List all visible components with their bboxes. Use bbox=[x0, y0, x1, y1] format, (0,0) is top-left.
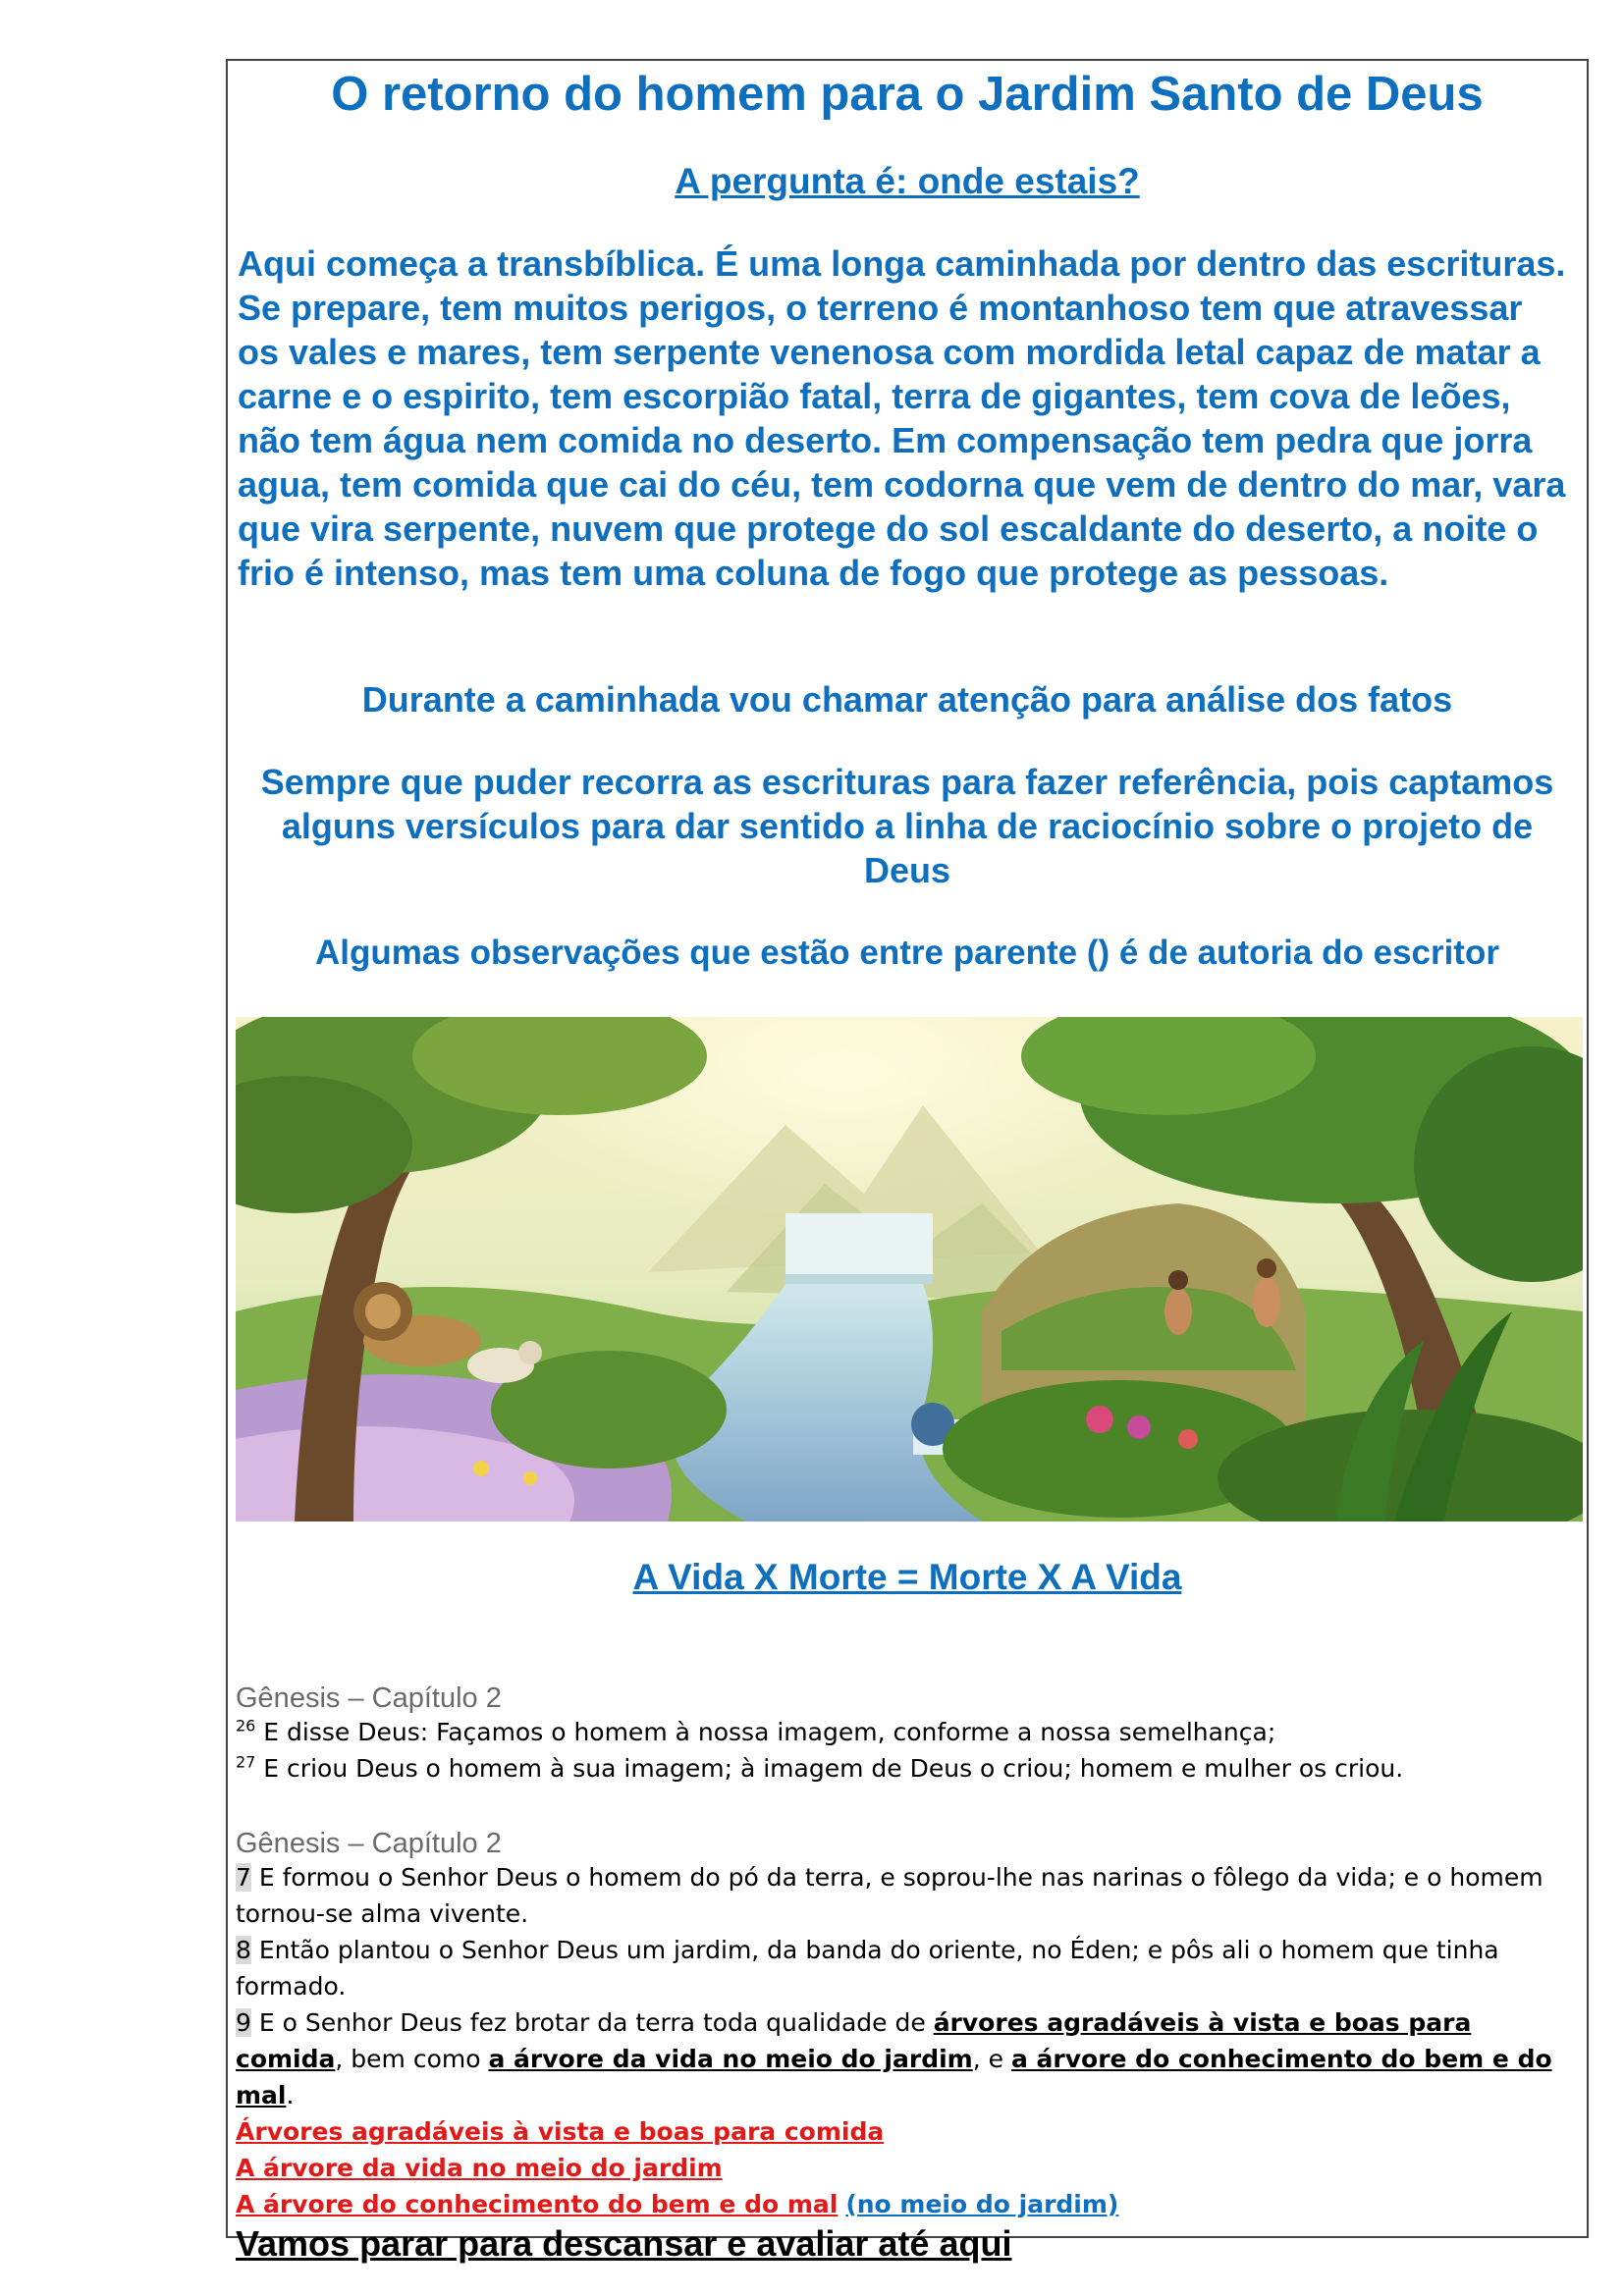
verse-8 bbox=[236, 1932, 1571, 2004]
life-death-heading: A Vida X Morte = Morte X A Vida bbox=[632, 1557, 1182, 1597]
verse-7 bbox=[236, 1859, 1571, 1932]
verse-number: 8 bbox=[236, 1936, 251, 1964]
verse-text: E criou Deus o homem à sua imagem; à imagem de Deus o criou; homem e mulher os criou. bbox=[255, 1754, 1404, 1783]
intro-paragraph: Aqui começa a transbíblica. É uma longa caminhada por dentro das escrituras. Se prepare, tem muitos perigos, o terreno é montanhoso tem que atravessar os vales e mares, tem serpente venenosa com mordida letal capaz de matar a carne e o espirito, tem escorpião fatal, terra de gigantes, tem cova de leões, não tem água nem comida no deserto. Em compensação tem pedra que jorra agua, tem comida que cai do céu, tem codorna que vem de dentro do mar, vara que vira serpente, nuvem que protege do sol escaldante do deserto, a noite o frio é intenso, mas tem uma coluna de fogo que protege as pessoas. bbox=[238, 243, 1566, 593]
verse-text: E o Senhor Deus fez brotar da terra toda qualidade de bbox=[250, 2008, 934, 2037]
verse-text: E formou o Senhor Deus o homem do pó da terra, e soprou-lhe nas narinas o fôlego da vida; e o homem tornou-se alma vivente. bbox=[236, 1863, 1543, 1928]
highlight-tree-of-knowledge-row bbox=[236, 2186, 1571, 2222]
verse-text: . bbox=[286, 2081, 295, 2109]
page-subtitle: A pergunta é: onde estais? bbox=[675, 161, 1140, 201]
verse-text: Então plantou o Senhor Deus um jardim, da banda do oriente, no Éden; e pôs ali o homem que tinha formado. bbox=[236, 1936, 1499, 2001]
note-author: Algumas observações que estão entre parente () é de autoria do escritor bbox=[315, 934, 1499, 972]
genesis-heading-2: Gênesis – Capítulo 2 bbox=[236, 1828, 502, 1859]
verse-9 bbox=[236, 2004, 1571, 2113]
verse-highlight: árvores agradáveis à vista e boas para comida bbox=[236, 2008, 1472, 2073]
garden-of-eden-illustration bbox=[236, 1017, 1583, 1522]
verse-number: 7 bbox=[236, 1863, 251, 1892]
verse-text: , e bbox=[972, 2045, 1011, 2073]
highlight-trees-pleasant: Árvores agradáveis à vista e boas para comida bbox=[236, 2117, 885, 2146]
verses-block-1 bbox=[236, 1714, 1571, 1787]
closing-line: Vamos parar para descansar e avaliar até aqui bbox=[236, 2223, 1012, 2264]
highlight-tree-of-knowledge: A árvore do conhecimento do bem e do mal bbox=[236, 2190, 839, 2218]
verse-number: 26 bbox=[236, 1716, 256, 1735]
in-the-garden-note: (no meio do jardim) bbox=[845, 2190, 1119, 2218]
verse-number: 27 bbox=[236, 1752, 256, 1772]
page-frame bbox=[226, 59, 1589, 2264]
verse-highlight: a árvore da vida no meio do jardim bbox=[488, 2045, 973, 2073]
verse-number: 9 bbox=[236, 2008, 251, 2037]
verses-block-2 bbox=[236, 1859, 1571, 2266]
note-analysis: Durante a caminhada vou chamar atenção para análise dos fatos bbox=[361, 679, 1453, 720]
verse-text: E disse Deus: Façamos o homem à nossa imagem, conforme a nossa semelhança; bbox=[255, 1718, 1276, 1746]
highlight-tree-of-life: A árvore da vida no meio do jardim bbox=[236, 2154, 723, 2182]
verse-26 bbox=[236, 1714, 1571, 1750]
verse-27 bbox=[236, 1750, 1571, 1787]
page-title: O retorno do homem para o Jardim Santo de Deus bbox=[331, 68, 1484, 121]
note-scriptures: Sempre que puder recorra as escrituras para fazer referência, pois captamos alguns versículos para dar sentido a linha de raciocínio sobre o projeto de Deus bbox=[260, 762, 1554, 890]
verse-highlight: a árvore do conhecimento do bem e do mal bbox=[236, 2045, 1552, 2109]
verse-text: , bem como bbox=[335, 2045, 489, 2073]
genesis-heading-1: Gênesis – Capítulo 2 bbox=[236, 1682, 502, 1714]
